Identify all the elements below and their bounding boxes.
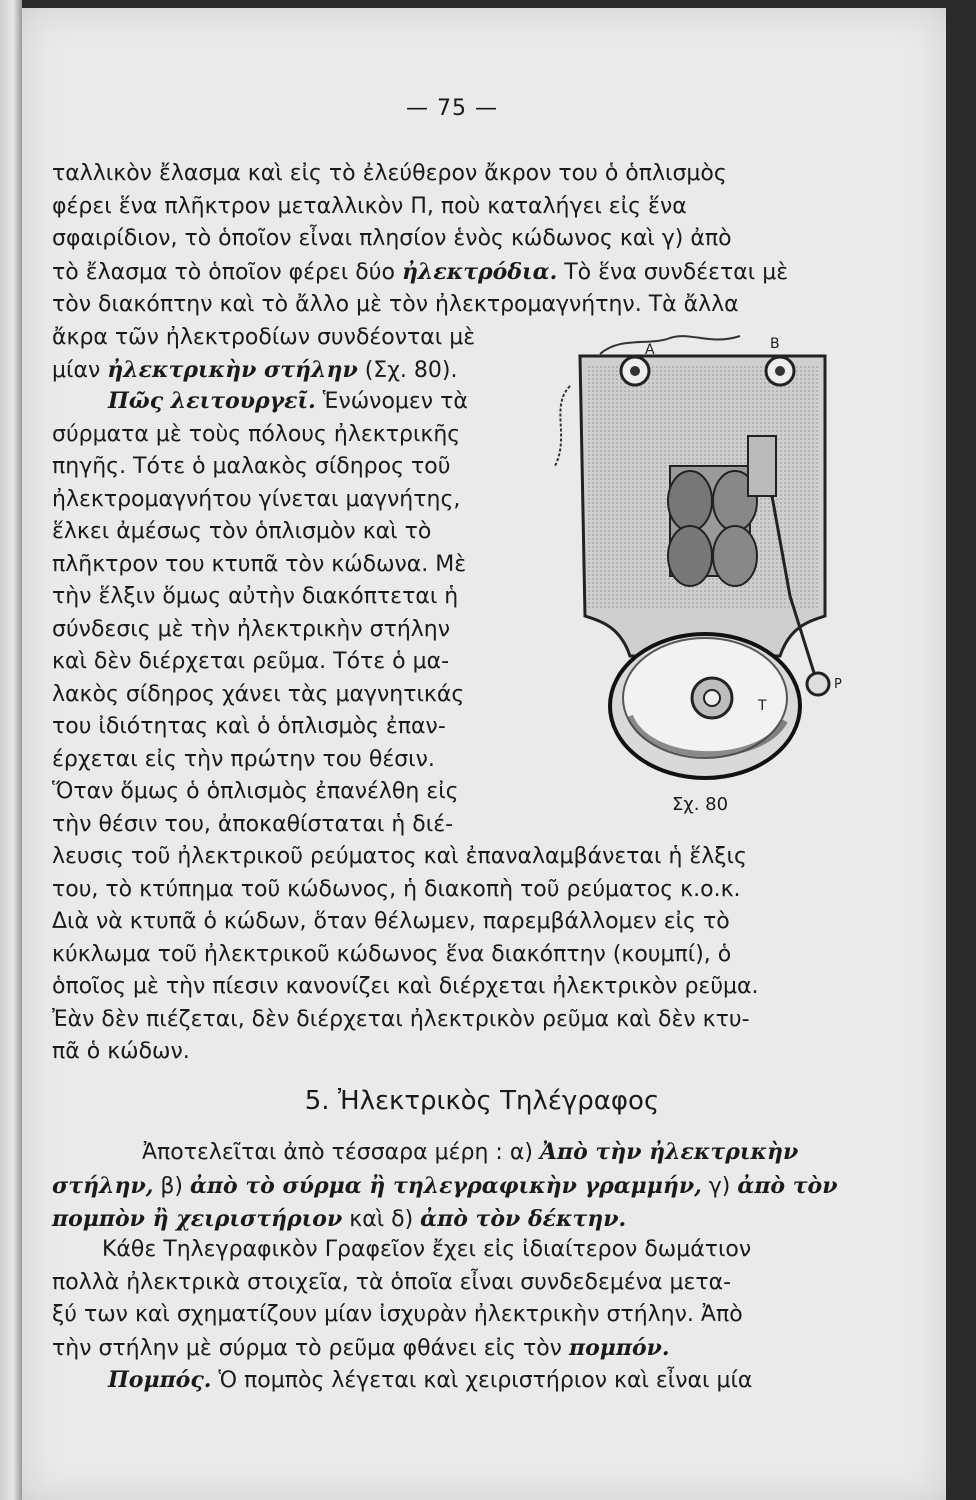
text-line: ἄκρα τῶν ἠλεκτροδίων συνδέονται μὲ — [52, 324, 476, 350]
text-line: σύρματα μὲ τοὺς πόλους ἠλεκτρικῆς — [52, 421, 461, 447]
label-p: Ρ — [834, 677, 842, 692]
text-line: κύκλωμα τοῦ ἠλεκτρικοῦ κώδωνος ἕνα διακόπτην (κουμπί), ὁ — [52, 941, 732, 967]
paragraph-3 — [52, 1136, 867, 1237]
text-line: ταλλικὸν ἔλασμα καὶ εἰς τὸ ἐλεύθερον ἄκρον του ὁ ὁπλισμὸς — [52, 161, 727, 186]
text-run: γ) — [701, 1173, 738, 1199]
text-line: πολλὰ ἠλεκτρικὰ στοιχεῖα, τὰ ὁποῖα εἶναι συνδεδεμένα μετα- — [52, 1269, 732, 1295]
text-line: έρχεται εἰς τὴν πρώτην του θέσιν. — [52, 746, 435, 772]
text-run: Ὁ πομπὸς λέγεται καὶ χειριστήριον καὶ εἶναι μία — [211, 1368, 753, 1393]
text-line — [52, 1170, 867, 1204]
emphasis-term: πομπὸν ἢ χειριστήριον — [52, 1206, 343, 1232]
emphasis-term: πομπόν. — [568, 1334, 670, 1361]
figure-caption: Σχ. 80 — [671, 794, 729, 815]
text-line — [52, 1332, 867, 1366]
label-b: Β — [770, 336, 780, 352]
text-line: πᾶ ὁ κώδων. — [52, 1039, 190, 1064]
emphasis-term: Ἀπὸ τὴν ἠλεκτρικὴν — [539, 1139, 799, 1165]
emphasis-term: στήλην, — [52, 1172, 154, 1199]
text-run: τὸ ἔλασμα τὸ ὁποῖον φέρει δύο — [52, 259, 402, 285]
text-run: (Σχ. 80). — [357, 358, 458, 383]
paragraph-heading: Πῶς λειτουργεῖ. — [108, 388, 316, 414]
text-line: τὴν θέσιν του, ἀποκαθίσταται ἡ διέ- — [52, 811, 454, 837]
text-line — [52, 256, 867, 290]
text-line — [52, 1364, 867, 1398]
text-line — [52, 1136, 867, 1170]
previous-page-edge — [0, 0, 22, 1500]
text-line: του ἰδιότητας καὶ ὁ ὁπλισμὸς ἐπαν- — [52, 714, 446, 739]
text-line: σύνδεσις μὲ τὴν ἠλεκτρικὴν στήλην — [52, 616, 451, 642]
text-line: λακὸς σίδηρος χάνει τὰς μαγνητικάς — [52, 681, 465, 707]
emphasis-term: ἀπὸ τὸν δέκτην. — [420, 1206, 627, 1232]
text-line: τὸν διακόπτην καὶ τὸ ἄλλο μὲ τὸν ἠλεκτρομαγνήτην. Τὰ ἄλλα — [52, 292, 739, 317]
page-number: — 75 — — [406, 96, 498, 121]
text-run: μίαν — [52, 358, 108, 383]
section-heading: 5. Ἠλεκτρικὸς Τηλέγραφος — [304, 1086, 660, 1116]
emphasis-term: ἀπὸ τὸν — [737, 1172, 838, 1199]
text-line — [52, 1203, 867, 1237]
text-line: σφαιρίδιον, τὸ ὁποῖον εἶναι πλησίον ἑνὸς κώδωνος καὶ γ) ἀπὸ — [52, 226, 732, 251]
text-line: φέρει ἕνα πλῆκτρον μεταλλικὸν Π, ποὺ καταλήγει εἰς ἕνα — [52, 193, 687, 219]
emphasis-term: ἠλεκτρόδια. — [401, 258, 558, 285]
label-t: Τ — [758, 698, 767, 714]
text-run: β) — [153, 1173, 190, 1199]
text-run: Ἑνώνομεν τὰ — [315, 389, 468, 414]
text-line: Ἐὰν δὲν πιέζεται, δὲν διέρχεται ἠλεκτρικὸν ρεῦμα καὶ δὲν κτυ- — [52, 1006, 750, 1032]
label-a: Α — [645, 342, 655, 358]
text-line: πηγῆς. Τότε ὁ μαλακὸς σίδηρος τοῦ — [52, 454, 451, 479]
paragraph-5 — [52, 1364, 867, 1398]
text-line: Ὅταν ὅμως ὁ ὁπλισμὸς ἐπανέλθη εἰς — [52, 779, 459, 804]
paragraph-heading: Πομπός. — [108, 1367, 212, 1393]
text-run: Ἀποτελεῖται ἀπὸ τέσσαρα μέρη : α) — [142, 1140, 540, 1165]
emphasis-term: ἠλεκτρικὴν στήλην — [107, 357, 358, 383]
text-line: Διὰ νὰ κτυπᾶ ὁ κώδων, ὅταν θέλωμεν, παρεμβάλλομεν εἰς τὸ — [52, 909, 730, 934]
text-line: του, τὸ κτύπημα τοῦ κώδωνος, ἡ διακοπὴ τοῦ ρεύματος κ.ο.κ. — [52, 876, 741, 902]
text-run: Τὸ ἕνα συνδέεται μὲ — [557, 259, 789, 285]
text-line: ξύ των καὶ σχηματίζουν μίαν ἰσχυρὰν ἠλεκτρικὴν στήλην. Ἀπὸ — [52, 1302, 743, 1327]
text-line: καὶ δὲν διέρχεται ρεῦμα. Τότε ὁ μα- — [52, 649, 450, 674]
text-line: τὴν ἕλξιν ὅμως αὐτὴν διακόπτεται ἡ — [52, 584, 459, 609]
paragraph-4 — [52, 1234, 867, 1365]
text-line: ὁποῖος μὲ τὴν πίεσιν κανονίζει καὶ διέρχεται ἠλεκτρικὸν ρεῦμα. — [52, 974, 759, 999]
book-page — [22, 8, 946, 1500]
figure-electric-bell — [540, 326, 840, 816]
text-line: ἠλεκτρομαγνήτου γίνεται μαγνήτης, — [52, 486, 461, 512]
emphasis-term: ἀπὸ τὸ σύρμα ἢ τηλεγραφικὴν γραμμήν, — [189, 1172, 702, 1199]
text-run: καὶ δ) — [342, 1207, 421, 1232]
text-line: Κάθε Τηλεγραφικὸν Γραφεῖον ἔχει εἰς ἰδιαίτερον δωμάτιον — [102, 1237, 752, 1262]
text-line: λευσις τοῦ ἠλεκτρικοῦ ρεύματος καὶ ἐπαναλαμβάνεται ἡ ἕλξις — [52, 844, 747, 869]
electric-bell-illustration — [540, 326, 840, 786]
text-line — [52, 354, 542, 388]
text-line — [52, 385, 542, 419]
text-line: ἕλκει ἀμέσως τὸν ὁπλισμὸν καὶ τὸ — [52, 519, 432, 544]
text-run: τὴν στήλην μὲ σύρμα τὸ ρεῦμα φθάνει εἰς τὸν — [52, 1335, 569, 1361]
text-line: πλῆκτρον του κτυπᾶ τὸν κώδωνα. Μὲ — [52, 551, 467, 577]
